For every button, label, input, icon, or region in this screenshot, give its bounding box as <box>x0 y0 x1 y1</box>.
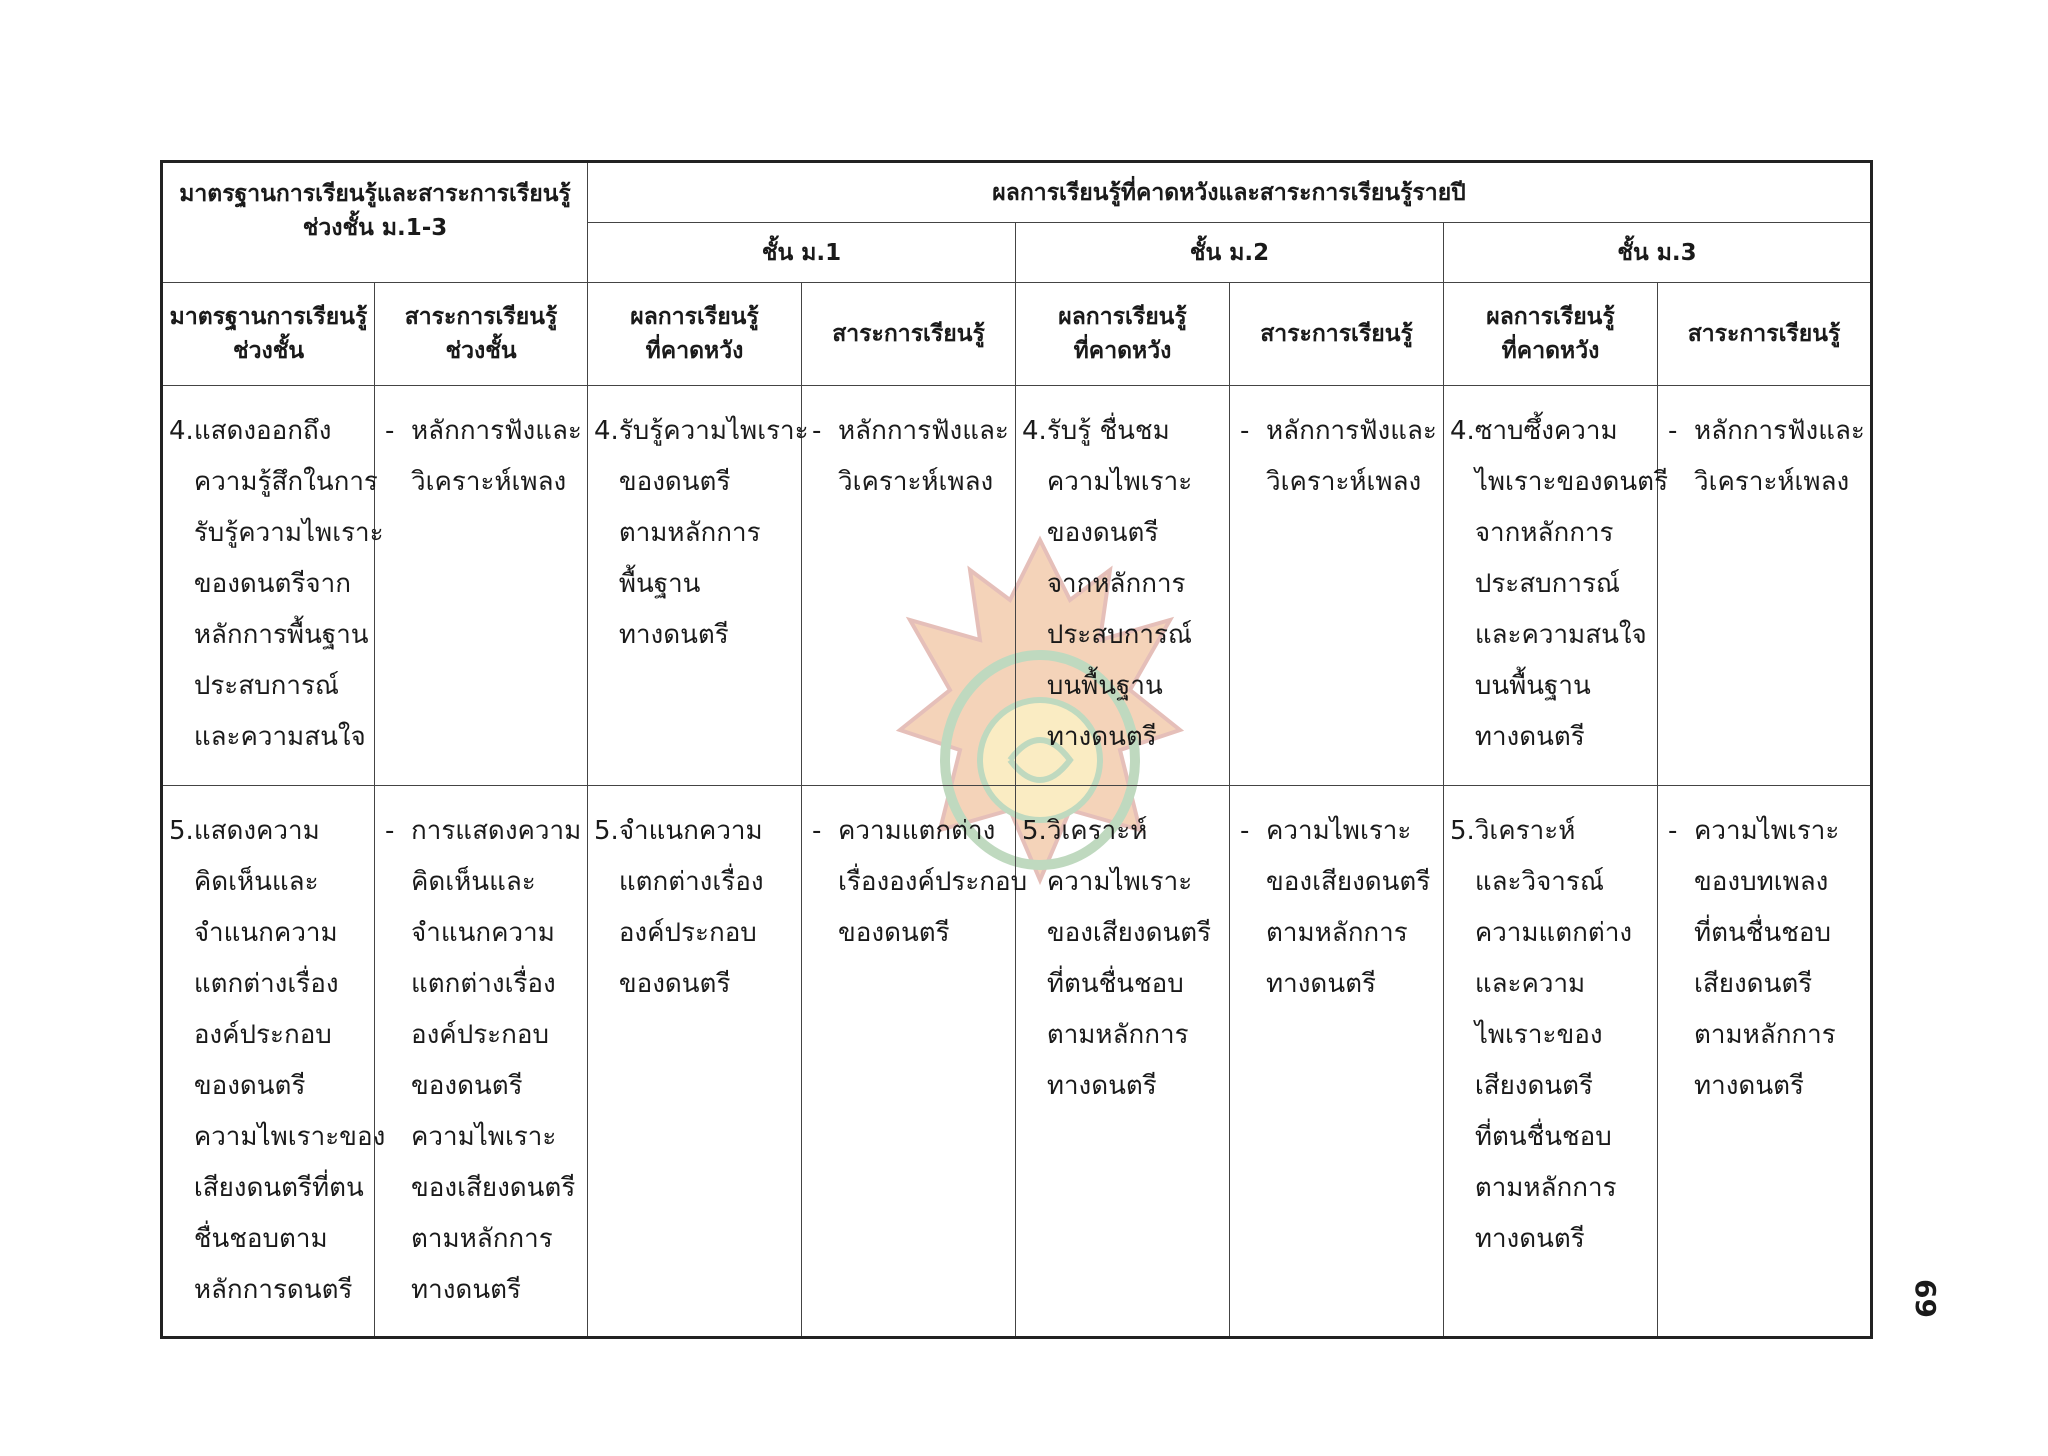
text-line: และความสนใจ <box>1474 620 1647 650</box>
cell-standard <box>162 386 384 786</box>
text-line: ที่ตนชื่นชอบ <box>1474 1122 1612 1152</box>
item-text <box>1475 806 1653 1265</box>
text-line: องค์ประกอบ <box>193 1020 332 1050</box>
cell-content-m3 <box>1658 386 1872 786</box>
table-row <box>162 786 1872 1338</box>
text-line: วิเคราะห์เพลง <box>411 467 567 497</box>
text-line: ตามหลักการ <box>411 1224 553 1254</box>
text-line: ของดนตรี <box>411 1071 523 1101</box>
header-standards-range <box>162 162 588 283</box>
header-row-3 <box>162 283 1872 386</box>
text-line: ทางดนตรี <box>1046 1071 1157 1101</box>
cell-content-m2 <box>1230 786 1444 1338</box>
text-line: ของดนตรี <box>838 918 950 948</box>
bullet-dash: - <box>385 416 395 446</box>
text-line: ของดนตรี <box>618 969 731 999</box>
text-line: คิดเห็นและ <box>411 867 536 897</box>
text-line: รับรู้ ชื่นชม <box>1046 416 1170 446</box>
subheader-standard: มาตรฐานการเรียนรู้ ช่วงชั้น <box>162 283 375 386</box>
cell-item <box>1664 406 1866 508</box>
text-line: ความไพเราะ <box>1266 816 1412 846</box>
item-number: 5. <box>169 816 194 846</box>
text-line: เสียงดนตรี <box>1694 969 1813 999</box>
text-line: หลักการฟังและ <box>838 416 1009 446</box>
text-line: หลักการพื้นฐาน <box>193 620 369 650</box>
item-text <box>194 406 384 763</box>
cell-item <box>1664 806 1866 1112</box>
subheader-content-range: สาระการเรียนรู้ ช่วงชั้น <box>375 283 588 386</box>
text-line: ตามหลักการ <box>1474 1173 1617 1203</box>
bullet-dash: - <box>1668 816 1678 846</box>
text-line: จากหลักการ <box>1474 518 1614 548</box>
bullet-dash: - <box>812 816 822 846</box>
text-line: ของเสียงดนตรี <box>411 1173 576 1203</box>
cell-item <box>1022 406 1225 763</box>
cell-item <box>1450 406 1669 763</box>
text-line: พื้นฐาน <box>618 569 701 599</box>
subheader-content-m1: สาระการเรียนรู้ <box>802 283 1016 386</box>
cell-item <box>808 806 1028 959</box>
text-line: รับรู้ความไพเราะ <box>618 416 809 446</box>
text-line: ประสบการณ์ <box>193 671 340 701</box>
item-text <box>411 806 583 1316</box>
item-number: 4. <box>594 416 619 446</box>
text-line: และวิจารณ์ <box>1474 867 1604 897</box>
curriculum-table <box>160 160 1873 1339</box>
text-line: องค์ประกอบ <box>411 1020 549 1050</box>
subheader-content-m3: สาระการเรียนรู้ <box>1658 283 1872 386</box>
item-text <box>1694 406 1866 508</box>
item-text <box>194 806 385 1316</box>
header-grade-m1: ชั้น ม.1 <box>588 223 1016 283</box>
cell-outcome-m2 <box>1016 786 1230 1338</box>
text-line: ตามหลักการ <box>618 518 761 548</box>
item-text <box>1047 406 1225 763</box>
header-grade-m3: ชั้น ม.3 <box>1444 223 1872 283</box>
table-row <box>162 386 1872 786</box>
text-line: ของดนตรี <box>1046 518 1159 548</box>
item-text <box>1694 806 1866 1112</box>
bullet-dash: - <box>1668 416 1678 446</box>
text-line: ความไพเราะ <box>1046 467 1193 497</box>
text-line: แตกต่างเรื่อง <box>411 969 556 999</box>
text-line: ของดนตรี <box>193 1071 306 1101</box>
text-line: วิเคราะห์ <box>1474 816 1576 846</box>
cell-item <box>808 406 1011 508</box>
header-yearly-outcomes: ผลการเรียนรู้ที่คาดหวังและสาระการเรียนรู้รายปี <box>588 162 1872 223</box>
text-line: ความไพเราะของ <box>193 1122 386 1152</box>
item-number: 4. <box>169 416 194 446</box>
item-text <box>1047 806 1225 1112</box>
cell-content-range <box>375 386 588 786</box>
cell-item <box>1236 406 1439 508</box>
text-line: ของเสียงดนตรี <box>1046 918 1212 948</box>
text-line: ตามหลักการ <box>1046 1020 1189 1050</box>
page-number: 69 <box>1908 1279 1942 1318</box>
subheader-outcome-m2: ผลการเรียนรู้ ที่คาดหวัง <box>1016 283 1230 386</box>
text-line: หลักการฟังและ <box>1266 416 1437 446</box>
item-text <box>838 406 1011 508</box>
cell-item <box>169 406 384 763</box>
item-number: 5. <box>1022 816 1047 846</box>
text-line: ความไพเราะ <box>411 1122 557 1152</box>
cell-content-m1 <box>802 786 1028 1338</box>
bullet-dash: - <box>812 416 822 446</box>
text-line: ของเสียงดนตรี <box>1266 867 1431 897</box>
text-line: และความสนใจ <box>193 722 366 752</box>
item-text <box>619 406 809 661</box>
text-line: วิเคราะห์ <box>1046 816 1148 846</box>
cell-item <box>1236 806 1439 1010</box>
text-line: ประสบการณ์ <box>1474 569 1621 599</box>
text-line: ทางดนตรี <box>1474 1224 1585 1254</box>
text-line: ทางดนตรี <box>1474 722 1585 752</box>
cell-outcome-m1 <box>588 786 802 1338</box>
cell-item <box>594 806 797 1010</box>
text-line: ไพเราะของดนตรี <box>1474 467 1669 497</box>
item-number: 4. <box>1450 416 1475 446</box>
text-line: วิเคราะห์เพลง <box>1266 467 1422 497</box>
header-grade-m2: ชั้น ม.2 <box>1016 223 1444 283</box>
text-line: ซาบซึ้งความ <box>1474 416 1618 446</box>
cell-content-m2 <box>1230 386 1444 786</box>
item-number: 4. <box>1022 416 1047 446</box>
cell-outcome-m1 <box>588 386 809 786</box>
text-line: องค์ประกอบ <box>618 918 757 948</box>
text-line: แสดงความ <box>193 816 320 846</box>
text-line: และความ <box>1474 969 1586 999</box>
bullet-dash: - <box>1240 816 1250 846</box>
item-number: 5. <box>594 816 619 846</box>
text-line: จำแนกความ <box>618 816 763 846</box>
text-line: แสดงออกถึง <box>193 416 332 446</box>
text-line: ความรู้สึกในการ <box>193 467 378 497</box>
text-line: จากหลักการ <box>1046 569 1186 599</box>
subheader-content-m2: สาระการเรียนรู้ <box>1230 283 1444 386</box>
text-line: ที่ตนชื่นชอบ <box>1046 969 1184 999</box>
text-line: เรื่ององค์ประกอบ <box>838 867 1028 897</box>
text-line: จำแนกความ <box>411 918 555 948</box>
text-line: ของดนตรี <box>618 467 731 497</box>
cell-item <box>1022 806 1225 1112</box>
cell-item <box>169 806 386 1316</box>
text-line: รับรู้ความไพเราะ <box>193 518 384 548</box>
text-line: ความแตกต่าง <box>1474 918 1633 948</box>
text-line: การแสดงความ <box>411 816 582 846</box>
text-line: ความไพเราะ <box>1694 816 1840 846</box>
text-line: ความไพเราะ <box>1046 867 1193 897</box>
text-line: วิเคราะห์เพลง <box>838 467 994 497</box>
cell-item <box>594 406 809 661</box>
cell-content-m3 <box>1658 786 1872 1338</box>
text-line: ความแตกต่าง <box>838 816 996 846</box>
cell-item <box>381 406 583 508</box>
cell-content-m1 <box>802 386 1016 786</box>
text-line: ประสบการณ์ <box>1046 620 1193 650</box>
text-line: ไพเราะของ <box>1474 1020 1603 1050</box>
header-row-1 <box>162 162 1872 223</box>
text-line: หลักการฟังและ <box>411 416 582 446</box>
text-line: จำแนกความ <box>193 918 338 948</box>
cell-outcome-m2 <box>1016 386 1230 786</box>
bullet-dash: - <box>385 816 395 846</box>
text-line: คิดเห็นและ <box>193 867 319 897</box>
item-text <box>1266 806 1439 1010</box>
text-line: ทางดนตรี <box>1694 1071 1804 1101</box>
subheader-outcome-m3: ผลการเรียนรู้ ที่คาดหวัง <box>1444 283 1658 386</box>
item-text <box>619 806 797 1010</box>
cell-standard <box>162 786 386 1338</box>
text-line: ของบทเพลง <box>1694 867 1829 897</box>
text-line: ทางดนตรี <box>618 620 729 650</box>
text-line: บนพื้นฐาน <box>1046 671 1163 701</box>
text-line: หลักการดนตรี <box>193 1275 353 1305</box>
header-left-line: ช่วงชั้น ม.1-3 <box>302 215 448 241</box>
header-left-line: มาตรฐานการเรียนรู้และสาระการเรียนรู้ <box>179 181 571 207</box>
item-text <box>838 806 1027 959</box>
text-line: แตกต่างเรื่อง <box>618 867 764 897</box>
text-line: ชื่นชอบตาม <box>193 1224 328 1254</box>
bullet-dash: - <box>1240 416 1250 446</box>
text-line: เสียงดนตรี <box>1474 1071 1594 1101</box>
cell-outcome-m3 <box>1444 386 1669 786</box>
subheader-outcome-m1: ผลการเรียนรู้ ที่คาดหวัง <box>588 283 802 386</box>
text-line: ตามหลักการ <box>1266 918 1408 948</box>
cell-item <box>1450 806 1653 1265</box>
text-line: ทางดนตรี <box>411 1275 521 1305</box>
cell-item <box>381 806 583 1316</box>
item-text <box>1475 406 1668 763</box>
text-line: บนพื้นฐาน <box>1474 671 1591 701</box>
text-line: เสียงดนตรีที่ตน <box>193 1173 364 1203</box>
text-line: แตกต่างเรื่อง <box>193 969 339 999</box>
text-line: ตามหลักการ <box>1694 1020 1836 1050</box>
text-line: ทางดนตรี <box>1046 722 1157 752</box>
cell-outcome-m3 <box>1444 786 1658 1338</box>
text-line: วิเคราะห์เพลง <box>1694 467 1850 497</box>
text-line: หลักการฟังและ <box>1694 416 1865 446</box>
text-line: ที่ตนชื่นชอบ <box>1694 918 1831 948</box>
text-line: ทางดนตรี <box>1266 969 1376 999</box>
item-text <box>1266 406 1439 508</box>
item-number: 5. <box>1450 816 1475 846</box>
text-line: ของดนตรีจาก <box>193 569 351 599</box>
cell-content-range <box>375 786 588 1338</box>
item-text <box>411 406 583 508</box>
